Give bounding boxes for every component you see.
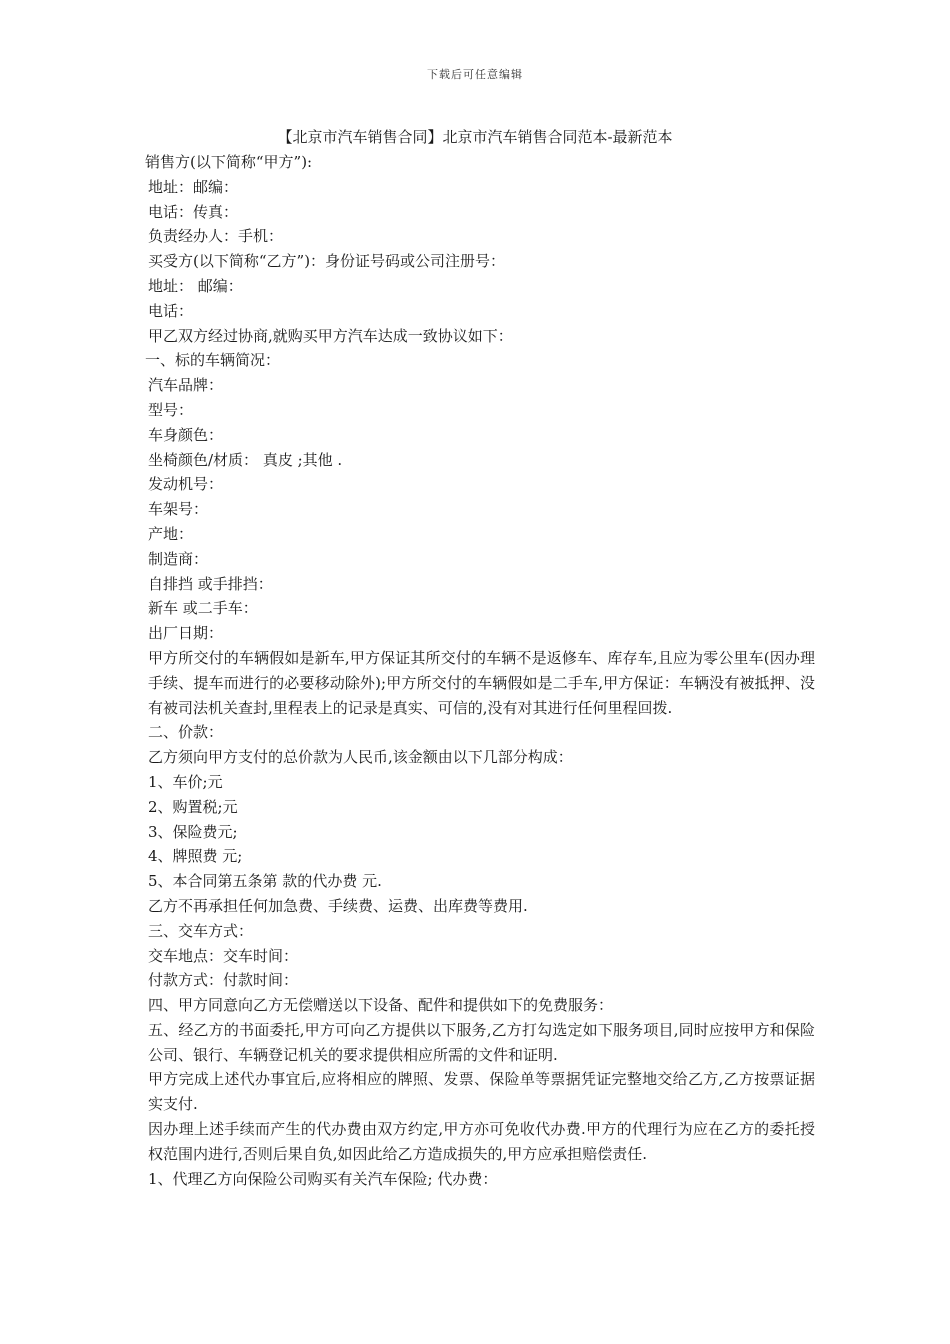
text-line: 产地： <box>148 524 194 543</box>
text-line: 交车地点：交车时间： <box>148 946 299 965</box>
text-line: 出厂日期： <box>148 624 224 643</box>
text-line: 电话：传真： <box>148 202 239 221</box>
text-line: 车身颜色： <box>148 425 224 444</box>
paragraph: 因办理上述手续而产生的代办费由双方约定,甲方亦可免收代办费.甲方的代理行为应在乙方的委托授权范围内进行,否则后果自负,如因此给乙方造成损失的,甲方应承担赔偿责任. <box>148 1120 815 1163</box>
text-line: 制造商： <box>148 549 209 568</box>
paragraph: 甲方所交付的车辆假如是新车,甲方保证其所交付的车辆不是返修车、库存车,且应为零公里车(因办理手续、提车而进行的必要移动除外);甲方所交付的车辆假如是二手车,甲方保证：车辆没有被抵押、没有被司法机关查封,里程表上的记录是真实、可信的,没有对其进行任何里程回拨. <box>148 648 815 717</box>
text-line: 4、牌照费 元; <box>148 847 243 866</box>
document-body <box>145 150 815 1191</box>
text-line: 坐椅颜色/材质： 真皮 ;其他 . <box>148 450 343 469</box>
text-line: 电话： <box>148 301 194 320</box>
text-line: 地址：邮编： <box>148 177 239 196</box>
text-line: 汽车品牌： <box>148 376 224 395</box>
text-line: 三、交车方式： <box>148 921 254 940</box>
text-line: 乙方须向甲方支付的总价款为人民币,该金额由以下几部分构成： <box>148 748 573 767</box>
text-line: 5、本合同第五条第 款的代办费 元. <box>148 872 382 891</box>
text-line: 二、价款： <box>148 723 224 742</box>
text-line: 2、购置税;元 <box>148 797 238 816</box>
paragraph: 甲方完成上述代办事宜后,应将相应的牌照、发票、保险单等票据凭证完整地交给乙方,乙方按票证据实支付. <box>148 1070 815 1114</box>
text-line: 销售方(以下简称“甲方”): <box>145 153 313 171</box>
text-line: 四、甲方同意向乙方无偿赠送以下设备、配件和提供如下的免费服务： <box>148 996 614 1015</box>
text-line: 负责经办人：手机： <box>148 227 284 246</box>
text-line: 1、代理乙方向保险公司购买有关汽车保险; 代办费： <box>148 1169 498 1188</box>
text-line: 车架号： <box>148 500 209 519</box>
text-line: 一、标的车辆简况： <box>145 351 281 370</box>
text-line: 3、保险费元; <box>148 822 238 841</box>
text-line: 地址： 邮编： <box>148 276 243 295</box>
text-line: 付款方式：付款时间： <box>148 971 299 990</box>
text-line: 自排挡 或手排挡： <box>148 574 273 593</box>
text-line: 发动机号： <box>148 475 224 494</box>
text-line: 1、车价;元 <box>148 772 223 791</box>
text-line: 乙方不再承担任何加急费、手续费、运费、出库费等费用. <box>148 896 528 915</box>
text-line: 型号： <box>148 400 194 419</box>
document-title: 【北京市汽车销售合同】北京市汽车销售合同范本-最新范本 <box>277 128 673 146</box>
text-line: 买受方(以下简称“乙方”)：身份证号码或公司注册号： <box>148 252 506 271</box>
text-line: 新车 或二手车： <box>148 599 258 618</box>
page-header-note: 下载后可任意编辑 <box>427 68 523 81</box>
paragraph: 五、经乙方的书面委托,甲方可向乙方提供以下服务,乙方打勾选定如下服务项目,同时应按甲方和保险公司、银行、车辆登记机关的要求提供相应所需的文件和证明. <box>148 1020 815 1064</box>
text-line: 甲乙双方经过协商,就购买甲方汽车达成一致协议如下： <box>148 326 513 345</box>
